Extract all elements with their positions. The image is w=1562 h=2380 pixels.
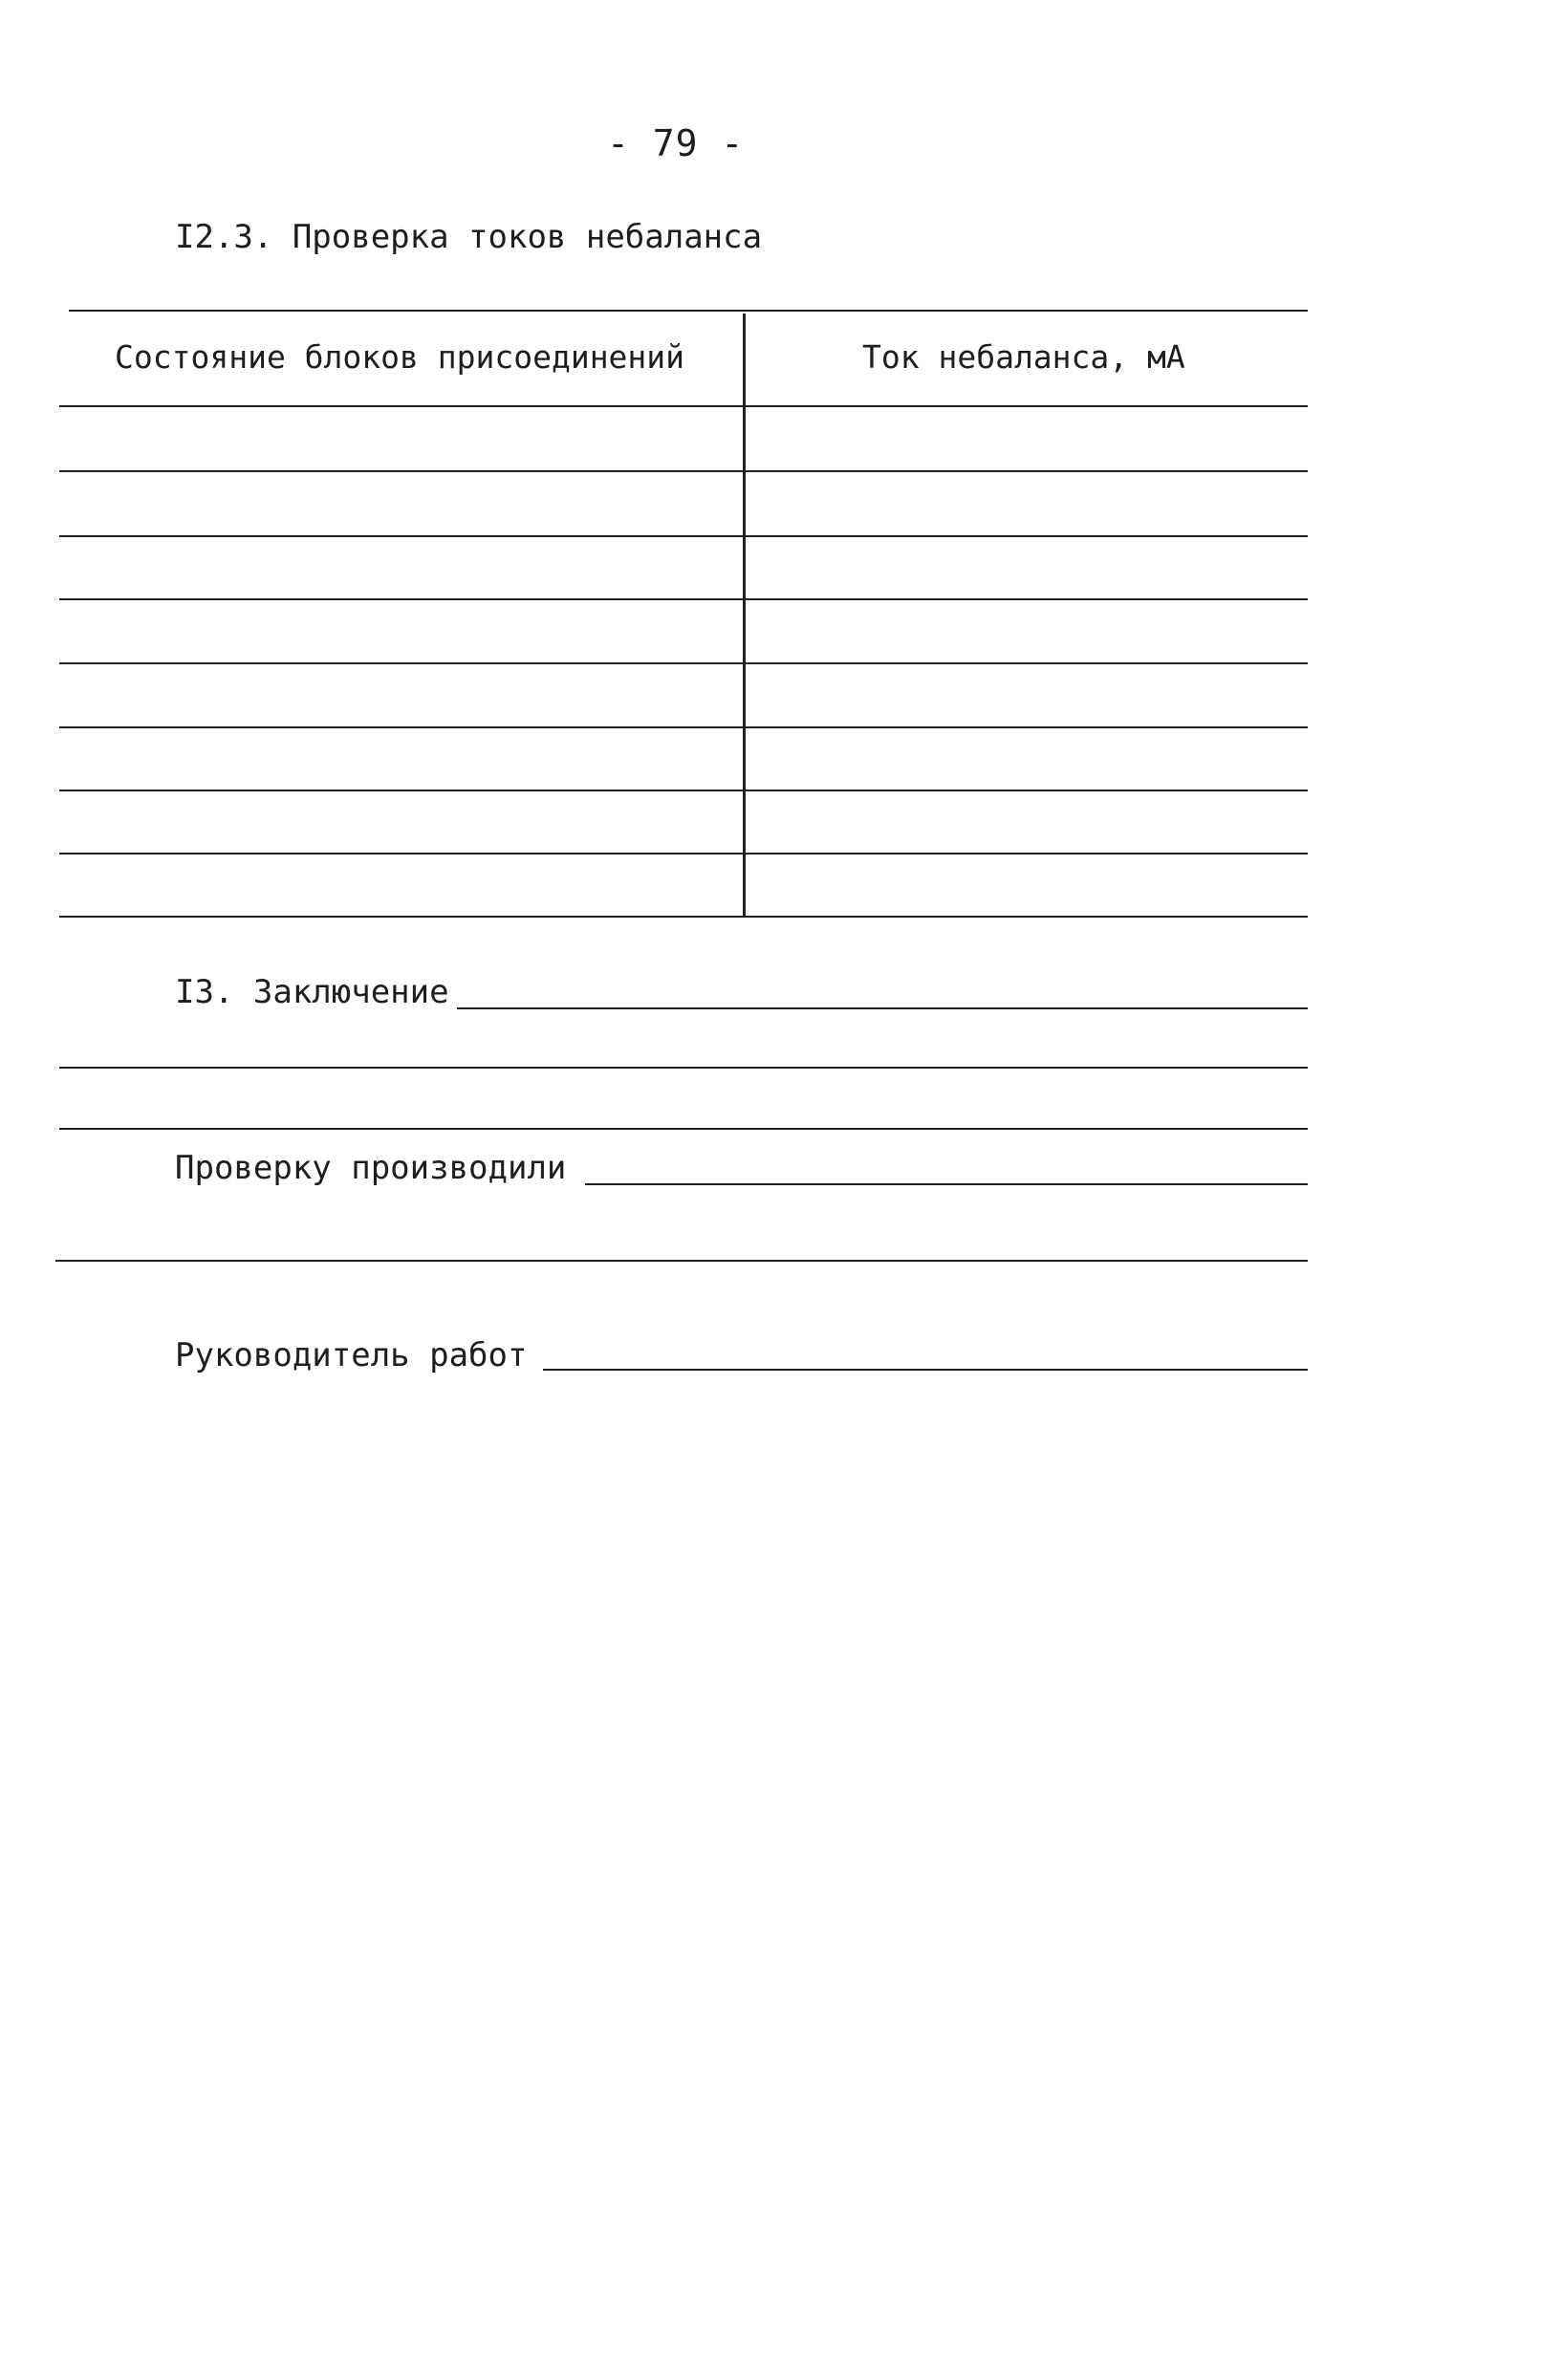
conclusion-field-line[interactable]	[59, 1128, 1308, 1130]
page-number: - 79 -	[607, 122, 745, 164]
table-row	[59, 726, 1308, 728]
column-header-block-state: Состояние блоков присоединений	[115, 338, 685, 376]
table-row	[59, 916, 1308, 918]
supervisor-field[interactable]	[543, 1369, 1308, 1371]
table-row	[59, 790, 1308, 791]
checked-by-field-line[interactable]	[55, 1260, 1308, 1262]
table-row	[59, 853, 1308, 855]
conclusion-label: I3. Заключение	[175, 973, 449, 1011]
table-row	[59, 470, 1308, 472]
table-row	[59, 598, 1308, 600]
unbalance-current-table	[59, 310, 1308, 918]
checked-by-field[interactable]	[585, 1183, 1308, 1185]
table-column-divider	[743, 314, 746, 916]
checked-by-label: Проверку производили	[175, 1149, 567, 1187]
conclusion-field[interactable]	[457, 1007, 1308, 1009]
supervisor-label: Руководитель работ	[175, 1336, 528, 1374]
table-row	[59, 535, 1308, 537]
section-title: I2.3. Проверка токов небаланса	[175, 218, 763, 256]
column-header-unbalance-current: Ток небаланса, мА	[862, 338, 1185, 376]
table-top-border	[69, 310, 1308, 312]
table-row	[59, 662, 1308, 664]
conclusion-field-line[interactable]	[59, 1067, 1308, 1069]
table-header-border	[59, 405, 1308, 407]
